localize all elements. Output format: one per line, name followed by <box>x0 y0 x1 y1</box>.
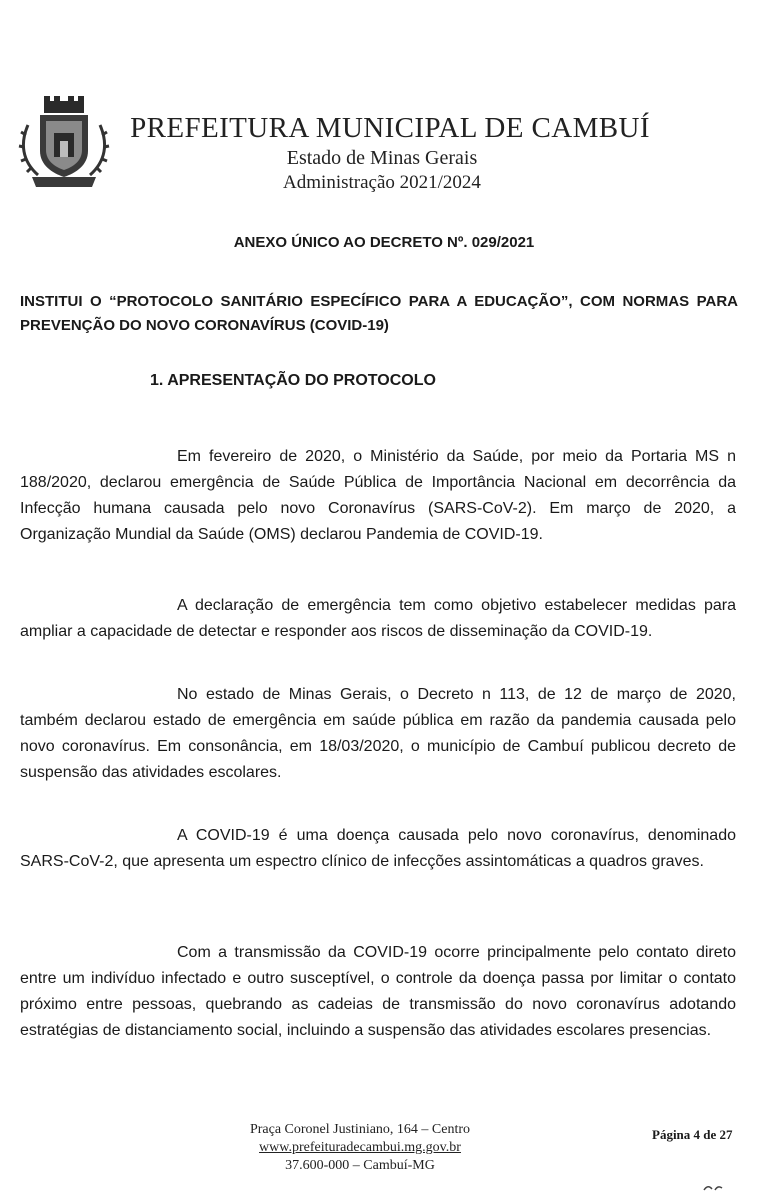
footer-postal-code: 37.600-000 – Cambuí-MG <box>285 1158 435 1173</box>
handwritten-mark-icon <box>702 1182 724 1192</box>
footer-website-link[interactable]: www.prefeituradecambui.mg.gov.br <box>259 1140 461 1155</box>
paragraph-4: A COVID-19 é uma doença causada pelo novo coronavírus, denominado SARS-CoV-2, que apresenta um espectro clínico de infecções assintomáticas a quadros graves. <box>20 827 736 870</box>
paragraph-3: No estado de Minas Gerais, o Decreto n 113, de 12 de março de 2020, também declarou estado de emergência em saúde pública em razão da pandemia causada pelo novo coronavírus. Em consonância, em 18/03/2020, o município de Cambuí publicou decreto de suspensão das atividades escolares. <box>20 686 736 781</box>
page-number: Página 4 de 27 <box>652 1127 733 1142</box>
municipal-crest-icon <box>18 95 110 190</box>
paragraph-2: A declaração de emergência tem como objetivo estabelecer medidas para ampliar a capacidade de detectar e responder aos riscos de disseminação da COVID-19. <box>20 597 736 640</box>
letterhead-title: PREFEITURA MUNICIPAL DE CAMBUÍ <box>130 112 650 144</box>
footer-address: Praça Coronel Justiniano, 164 – Centro <box>249 1122 471 1137</box>
paragraph-1: Em fevereiro de 2020, o Ministério da Saúde, por meio da Portaria MS n 188/2020, declarou emergência de Saúde Pública de Importância Nacional em decorrência da Infecção humana causada pelo novo Coronavírus (SARS-CoV-2). Em março de 2020, a Organização Mundial da Saúde (OMS) declarou Pandemia de COVID-19. <box>20 448 736 543</box>
section-title: 1. APRESENTAÇÃO DO PROTOCOLO <box>150 372 436 389</box>
paragraph-5: Com a transmissão da COVID-19 ocorre principalmente pelo contato direto entre um indivíduo infectado e outro susceptível, o controle da doença passa por limitar o contato próximo entre pessoas, quebrando as cadeias de transmissão do novo coronavírus adotando estratégias de distanciamento social, incluindo a suspensão das atividades escolares presencias. <box>20 944 736 1039</box>
annex-title: ANEXO ÚNICO AO DECRETO Nº. 029/2021 <box>233 234 535 251</box>
letterhead-state: Estado de Minas Gerais <box>286 147 478 169</box>
decree-intro: INSTITUI O “PROTOCOLO SANITÁRIO ESPECÍFICO PARA A EDUCAÇÃO”, COM NORMAS PARA PREVENÇÃO DO NOVO CORONAVÍRUS (COVID-19) <box>20 293 738 334</box>
letterhead-administration: Administração 2021/2024 <box>283 172 481 193</box>
